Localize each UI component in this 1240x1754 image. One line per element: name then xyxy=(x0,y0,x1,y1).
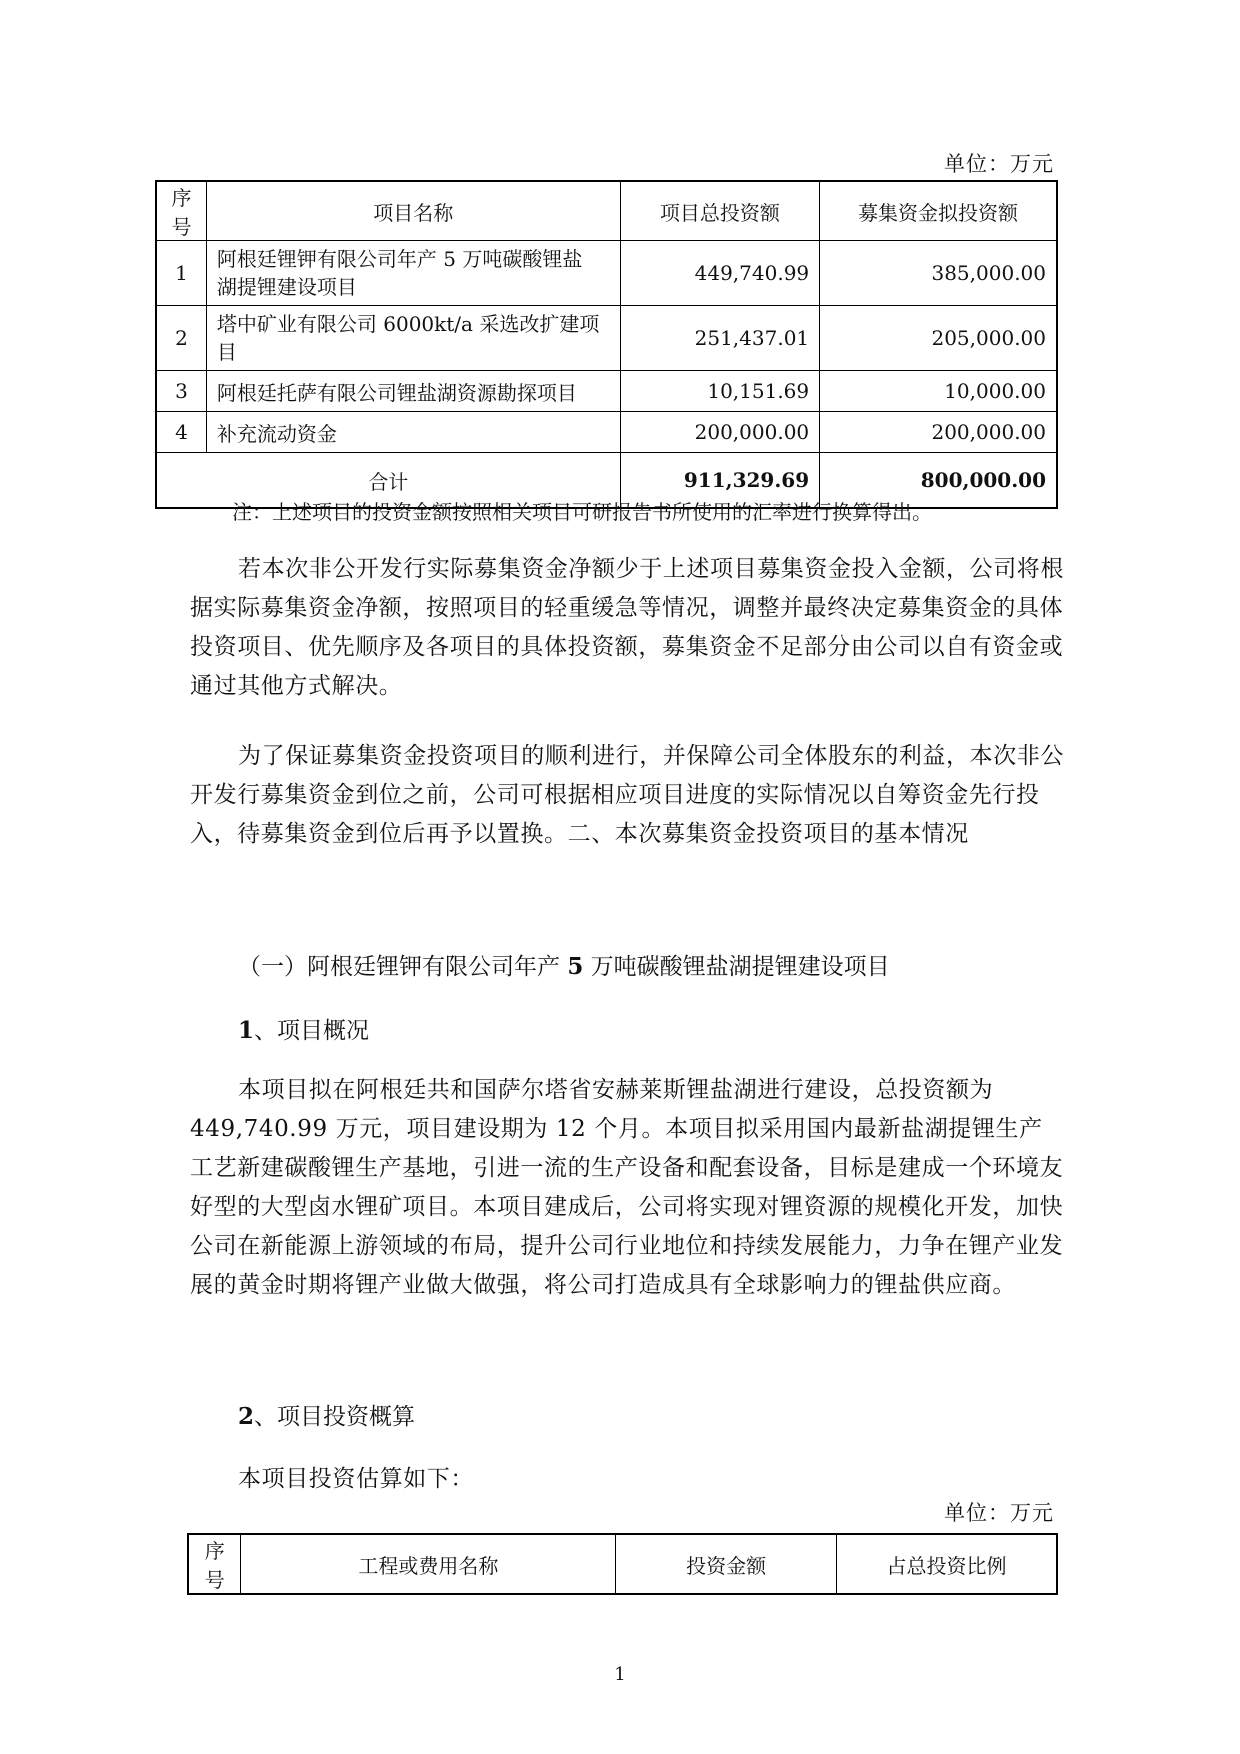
unit-label: 单位：万元 xyxy=(944,152,1054,176)
section-heading xyxy=(238,948,890,981)
total-investment: 449,740.99 xyxy=(620,241,820,306)
total-investment: 200,000.00 xyxy=(620,412,820,453)
subsection-number: 2 xyxy=(238,1403,255,1430)
header-cell: 募集资金拟投资额 xyxy=(820,181,1057,241)
project-name-line: 湖提锂建设项目 xyxy=(216,275,357,299)
project-name: 阿根廷托萨有限公司锂盐湖资源勘探项目 xyxy=(206,371,620,412)
fund-use-table xyxy=(155,180,1058,509)
table-row xyxy=(156,371,1057,412)
header-cell: 项目总投资额 xyxy=(620,181,820,241)
header-cell: 序号 xyxy=(188,1534,241,1594)
table-row xyxy=(156,412,1057,453)
raised-investment: 385,000.00 xyxy=(820,241,1057,306)
paragraph: 若本次非公开发行实际募集资金净额少于上述项目募集资金投入金额，公司将根据实际募集资金净额，按照项目的轻重缓急等情况，调整并最终决定募集资金的具体投资项目、优先顺序及各项目的具体投资额，募集资金不足部分由公司以自有资金或通过其他方式解决。 xyxy=(190,556,1064,699)
investment-estimate-table xyxy=(187,1533,1058,1595)
subsection-heading xyxy=(238,1398,415,1431)
total-investment: 10,151.69 xyxy=(620,371,820,412)
subsection-heading xyxy=(238,1012,369,1045)
section-heading-text: （一）阿根廷锂钾有限公司年产 xyxy=(238,954,568,980)
header-cell: 序号 xyxy=(156,181,206,241)
table-row xyxy=(156,306,1057,371)
row-number: 4 xyxy=(156,412,206,453)
section-heading-text: 万吨碳酸锂盐湖提锂建设项目 xyxy=(583,954,890,980)
header-cell: 占总投资比例 xyxy=(836,1534,1057,1594)
raised-investment: 200,000.00 xyxy=(820,412,1057,453)
table-row xyxy=(156,241,1057,306)
table-header-row xyxy=(156,181,1057,241)
header-cell: 投资金额 xyxy=(616,1534,837,1594)
section-heading-number: 5 xyxy=(567,953,584,980)
paragraph: 本项目投资估算如下： xyxy=(238,1466,474,1492)
header-cell: 工程或费用名称 xyxy=(241,1534,616,1594)
subsection-text: 、项目概况 xyxy=(254,1018,370,1044)
raised-investment: 10,000.00 xyxy=(820,371,1057,412)
project-name-line: 目 xyxy=(216,340,237,364)
table-header-row xyxy=(188,1534,1057,1594)
raised-investment-sum: 800,000.00 xyxy=(820,453,1057,509)
project-name-line: 塔中矿业有限公司 6000kt/a 采选改扩建项 xyxy=(216,312,600,336)
unit-label: 单位：万元 xyxy=(944,1501,1054,1525)
project-name-line: 阿根廷锂钾有限公司年产 5 万吨碳酸锂盐 xyxy=(216,247,583,271)
project-name xyxy=(206,306,620,371)
paragraph: 本项目拟在阿根廷共和国萨尔塔省安赫莱斯锂盐湖进行建设，总投资额为 449,740.99 万元，项目建设期为 12 个月。本项目拟采用国内最新盐湖提锂生产工艺新建碳酸锂生产基地，引进一流的生产设备和配套设备，目标是建成一个环境友好型的大型卤水锂矿项目。本项目建成后，公司将实现对锂资源的规模化开发，加快公司在新能源上游领域的布局，提升公司行业地位和持续发展能力，力争在锂产业发展的黄金时期将锂产业做大做强，将公司打造成具有全球影响力的锂盐供应商。 xyxy=(190,1077,1064,1298)
raised-investment: 205,000.00 xyxy=(820,306,1057,371)
subsection-text: 、项目投资概算 xyxy=(254,1404,416,1430)
header-cell: 项目名称 xyxy=(206,181,620,241)
total-investment: 251,437.01 xyxy=(620,306,820,371)
project-name xyxy=(206,241,620,306)
row-number: 3 xyxy=(156,371,206,412)
paragraph: 为了保证募集资金投资项目的顺利进行，并保障公司全体股东的利益，本次非公开发行募集资金到位之前，公司可根据相应项目进度的实际情况以自筹资金先行投入，待募集资金到位后再予以置换。二、本次募集资金投资项目的基本情况 xyxy=(190,743,1064,847)
project-name: 补充流动资金 xyxy=(206,412,620,453)
page-number: 1 xyxy=(614,1664,626,1685)
total-investment-sum: 911,329.69 xyxy=(620,453,820,509)
table-note: 注：上述项目的投资金额按照相关项目可研报告书所使用的汇率进行换算得出。 xyxy=(232,500,932,524)
total-label: 合计 xyxy=(156,453,620,509)
row-number: 1 xyxy=(156,241,206,306)
subsection-number: 1 xyxy=(238,1017,255,1044)
row-number: 2 xyxy=(156,306,206,371)
